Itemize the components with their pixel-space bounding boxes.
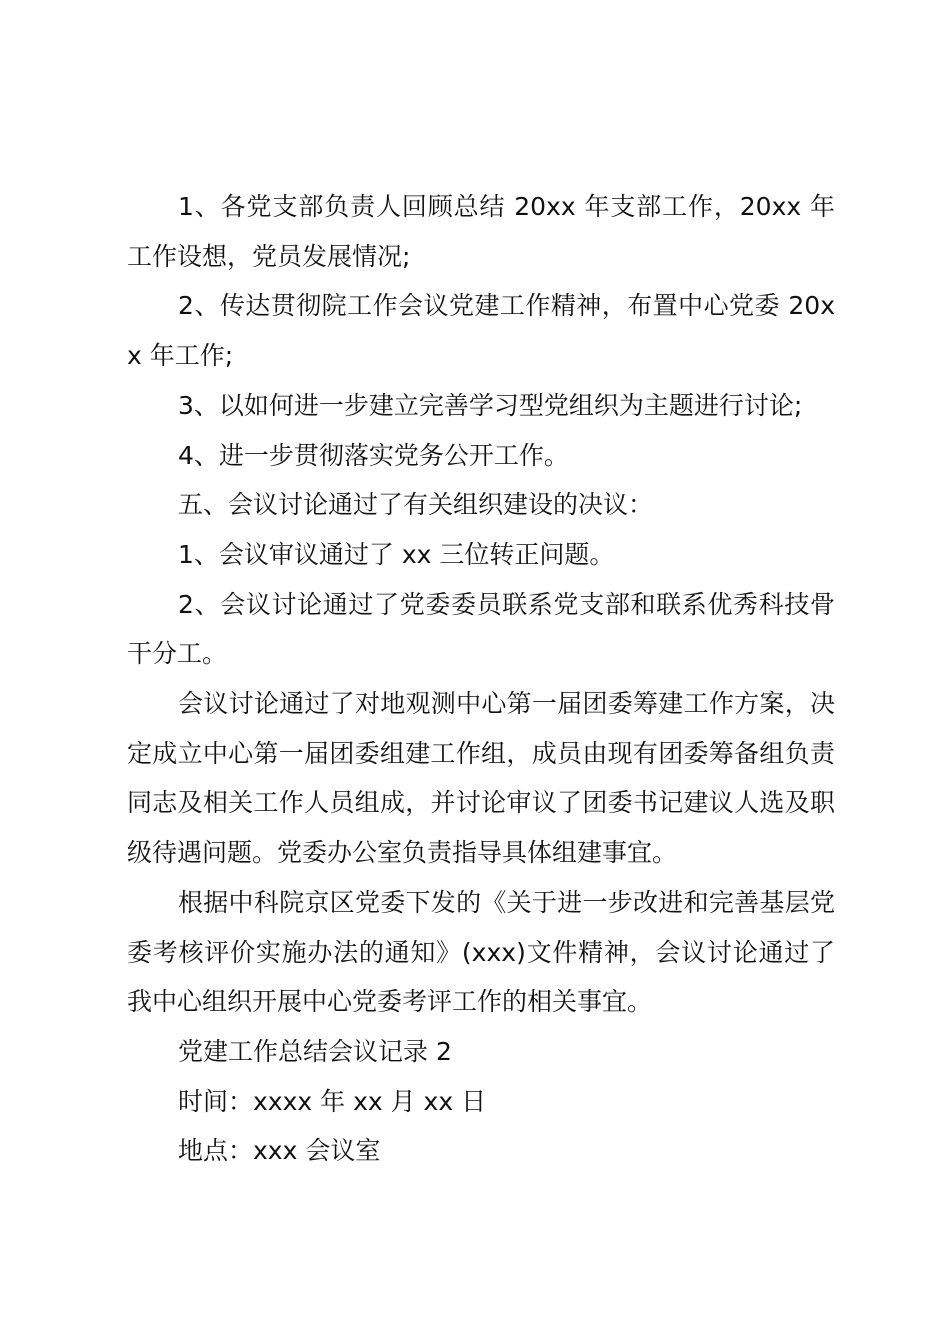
resolution-item-1: 1、会议审议通过了 xx 三位转正问题。	[178, 539, 615, 569]
record-title: 党建工作总结会议记录 2	[178, 1036, 452, 1066]
paragraph-youth-league: 会议讨论通过了对地观测中心第一届团委筹建工作方案，决定成立中心第一届团委组建工作组，成员由现有团委筹备组负责同志及相关工作人员组成，并讨论审议了团委书记建议人选及职级待遇问题。党委办公室负责指导具体组建事宜。	[127, 689, 835, 868]
document-body	[127, 182, 835, 1176]
paragraph-evaluation-notice: 根据中科院京区党委下发的《关于进一步改进和完善基层党委考核评价实施办法的通知》(xxx)文件精神，会议讨论通过了我中心组织开展中心党委考评工作的相关事宜。	[127, 887, 835, 1017]
paragraph-item-1-branch-review: 1、各党支部负责人回顾总结 20xx 年支部工作，20xx 年工作设想，党员发展情况;	[127, 192, 835, 271]
resolution-item-2: 2、会议讨论通过了党委委员联系党支部和联系优秀科技骨干分工。	[127, 589, 835, 669]
paragraph-item-3-discussion-topic: 3、以如何进一步建立完善学习型党组织为主题进行讨论;	[178, 390, 803, 420]
record-time: 时间：xxxx 年 xx 月 xx 日	[178, 1086, 487, 1116]
section-heading-resolutions: 五、会议讨论通过了有关组织建设的决议：	[178, 490, 654, 520]
paragraph-item-4-party-affairs: 4、进一步贯彻落实党务公开工作。	[178, 440, 569, 470]
paragraph-item-2-convey-spirit: 2、传达贯彻院工作会议党建工作精神，布置中心党委 20xx 年工作;	[127, 291, 835, 371]
record-location: 地点：xxx 会议室	[178, 1136, 381, 1166]
